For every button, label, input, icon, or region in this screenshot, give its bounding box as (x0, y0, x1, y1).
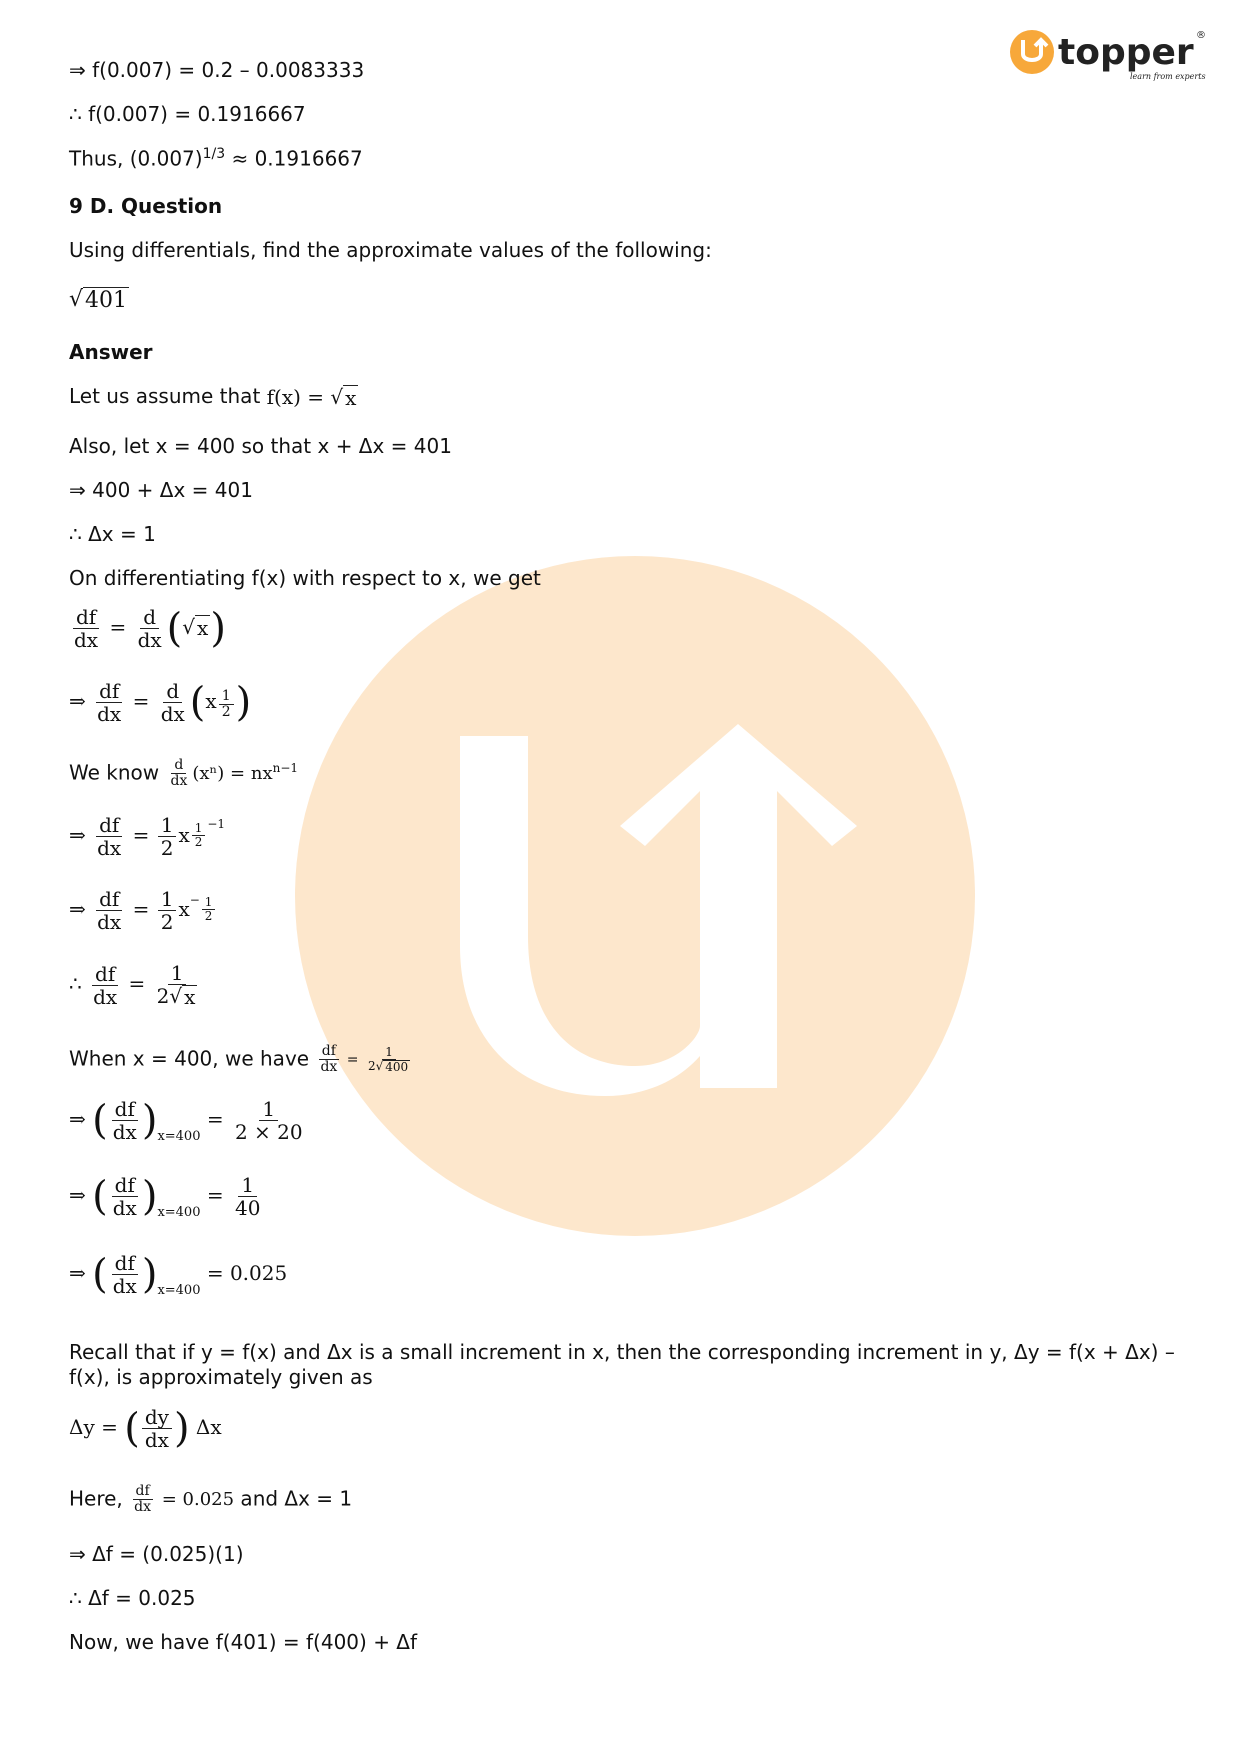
eq-eval-2x20: ⇒ ( $\frac{df}{dx}$ )$_{x=400}$ = $\frac{1}{2 \times 20}$ (69, 1097, 303, 1144)
question-text: Using differentials, find the approximate values of the following: (69, 238, 712, 262)
delta-f-product: ⇒ Δf = (0.025)(1) (69, 1542, 244, 1566)
eq-negative-half: ⇒ $\frac{df}{dx}$ = $\frac{1}{2}$ x− $\frac{1}{2}$ (69, 888, 217, 933)
delta-f-result: ∴ Δf = 0.025 (69, 1586, 196, 1610)
also-line: Also, let x = 400 so that x + Δx = 401 (69, 434, 452, 458)
question-heading: 9 D. Question (69, 194, 223, 218)
assume-text: Let us assume that (69, 384, 267, 408)
answer-heading: Answer (69, 340, 153, 364)
logo-circle-icon (1010, 30, 1054, 74)
delta-x-line: ∴ Δx = 1 (69, 522, 156, 546)
here-line: Here, $\frac{df}{dx}$ = 0.025 and Δx = 1 (69, 1483, 353, 1516)
recall-paragraph: Recall that if y = f(x) and Δx is a small increment in x, then the corresponding increment in y, Δy = f(x + Δx) – f(x), is approximately given as (69, 1340, 1175, 1389)
eq-eval-40: ⇒ ( $\frac{df}{dx}$ )$_{x=400}$ = $\frac{1}{40}$ (69, 1173, 261, 1220)
line-f0007-result: ∴ f(0.007) = 0.1916667 (69, 102, 306, 126)
thus-prefix: Thus, (0.007) (69, 146, 203, 171)
assume-fx: f(x) = (266, 385, 331, 409)
topper-logo (1008, 26, 1208, 86)
eq-eval-decimal: ⇒ ( $\frac{df}{dx}$ )$_{x=400} = 0.025$ (69, 1251, 288, 1298)
registered-mark: ® (1196, 30, 1206, 41)
diff-intro-line: On differentiating f(x) with respect to x, we get (69, 566, 541, 590)
eq-df-dx-power: ⇒ $\frac{df}{dx}$ = $\frac{d}{dx}$ (x $\frac{1}{2}$ ) (69, 679, 252, 726)
eq-df-dx-sqrt: $\frac{df}{dx}$ = $\frac{d}{dx}$ (√ x ) (74, 605, 226, 652)
assume-math: f(x) = √ x (266, 385, 357, 410)
sqrt-401: √ 401 (69, 287, 128, 313)
thus-exponent: 1/3 (202, 146, 226, 162)
eq-power-rule: ⇒ $\frac{df}{dx}$ = $\frac{1}{2}$ x $\frac{1}{2}$ $^{-1}$ (69, 813, 226, 860)
assume-line (69, 384, 358, 410)
question-expression (69, 287, 129, 313)
line-thus (69, 146, 363, 171)
now-line: Now, we have f(401) = f(400) + Δf (69, 1630, 418, 1654)
here-prefix: Here, (69, 1486, 130, 1511)
brand-tagline: learn from experts (1130, 72, 1206, 81)
thus-result: ≈ 0.1916667 (225, 146, 363, 171)
eq-derivative-result: ∴ $\frac{df}{dx}$ = 1 2√ x (69, 961, 196, 1009)
line-f0007-step: ⇒ f(0.007) = 0.2 – 0.0083333 (69, 58, 365, 82)
when-x-line: When x = 400, we have $\frac{df}{dx}$ = 1 2√ 400 (69, 1043, 409, 1076)
eq-delta-y: Δy = ( $\frac{dy}{dx}$ ) Δx (69, 1405, 222, 1452)
we-know-text: We know (69, 760, 166, 785)
when-x-text: When x = 400, we have (69, 1046, 316, 1071)
we-know-line: We know $\frac{d}{dx}$ $(x^n) = nx^{n-1}$ (69, 757, 299, 790)
assume-radicand: x (345, 386, 357, 410)
here-suffix: and Δx = 1 (234, 1486, 353, 1511)
step-400-line: ⇒ 400 + Δx = 401 (69, 478, 253, 502)
brand-name: topper (1058, 32, 1194, 73)
